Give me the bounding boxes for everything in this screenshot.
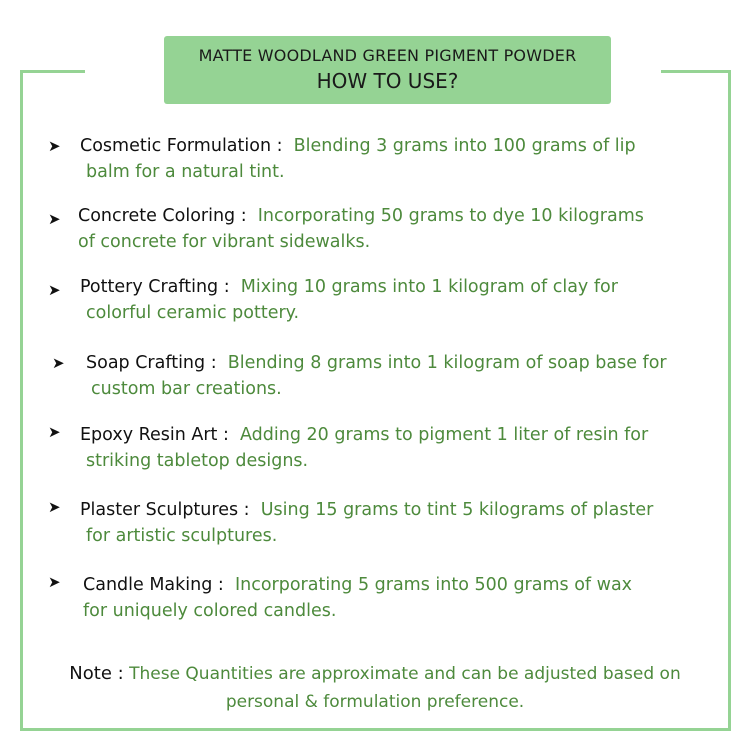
usage-description: Incorporating 50 grams to dye 10 kilograms — [257, 206, 644, 226]
arrow-bullet-icon: ➤ — [48, 281, 61, 299]
frame-top-border-right — [661, 70, 731, 73]
usage-item-soap — [40, 350, 730, 402]
usage-item-concrete — [40, 203, 730, 255]
usage-label: Pottery Crafting : — [80, 277, 230, 297]
usage-description-cont: colorful ceramic pottery. — [86, 303, 300, 323]
usage-description-cont: for artistic sculptures. — [86, 526, 278, 546]
usage-label: Soap Crafting : — [86, 353, 217, 373]
usage-description: Incorporating 5 grams into 500 grams of wax — [234, 575, 633, 595]
usage-description: Adding 20 grams to pigment 1 liter of resin for — [240, 425, 649, 445]
usage-description-cont: custom bar creations. — [91, 379, 282, 399]
usage-item-epoxy — [40, 422, 730, 474]
usage-description: Using 15 grams to tint 5 kilograms of plaster — [260, 500, 654, 520]
usage-description-cont: for uniquely colored candles. — [83, 601, 337, 621]
arrow-bullet-icon: ➤ — [52, 354, 65, 372]
usage-description: Blending 3 grams into 100 grams of lip — [293, 136, 636, 156]
usage-label: Concrete Coloring : — [78, 206, 247, 226]
arrow-bullet-icon: ➤ — [48, 573, 61, 591]
arrow-bullet-icon: ➤ — [48, 423, 61, 441]
usage-item-plaster — [40, 497, 730, 549]
product-title: MATTE WOODLAND GREEN PIGMENT POWDER — [198, 46, 577, 65]
usage-item-cosmetic — [40, 133, 730, 185]
note-block — [30, 660, 720, 716]
header-banner — [164, 36, 611, 104]
usage-description: Mixing 10 grams into 1 kilogram of clay for — [240, 277, 618, 297]
usage-label: Epoxy Resin Art : — [80, 425, 229, 445]
usage-label: Cosmetic Formulation : — [80, 136, 283, 156]
note-text-cont: personal & formulation preference. — [225, 692, 525, 712]
usage-description-cont: of concrete for vibrant sidewalks. — [78, 232, 371, 252]
usage-description-cont: striking tabletop designs. — [86, 451, 309, 471]
how-to-use-heading: HOW TO USE? — [316, 69, 459, 93]
usage-item-pottery — [40, 274, 730, 326]
usage-item-candle — [40, 572, 730, 624]
usage-description-cont: balm for a natural tint. — [86, 162, 285, 182]
arrow-bullet-icon: ➤ — [48, 498, 61, 516]
note-label: Note : — [69, 663, 124, 684]
usage-description: Blending 8 grams into 1 kilogram of soap base for — [227, 353, 667, 373]
frame-top-border-left — [20, 70, 85, 73]
arrow-bullet-icon: ➤ — [48, 137, 61, 155]
arrow-bullet-icon: ➤ — [48, 210, 61, 228]
usage-label: Plaster Sculptures : — [80, 500, 250, 520]
note-text: These Quantities are approximate and can be adjusted based on — [129, 664, 681, 684]
usage-label: Candle Making : — [83, 575, 224, 595]
